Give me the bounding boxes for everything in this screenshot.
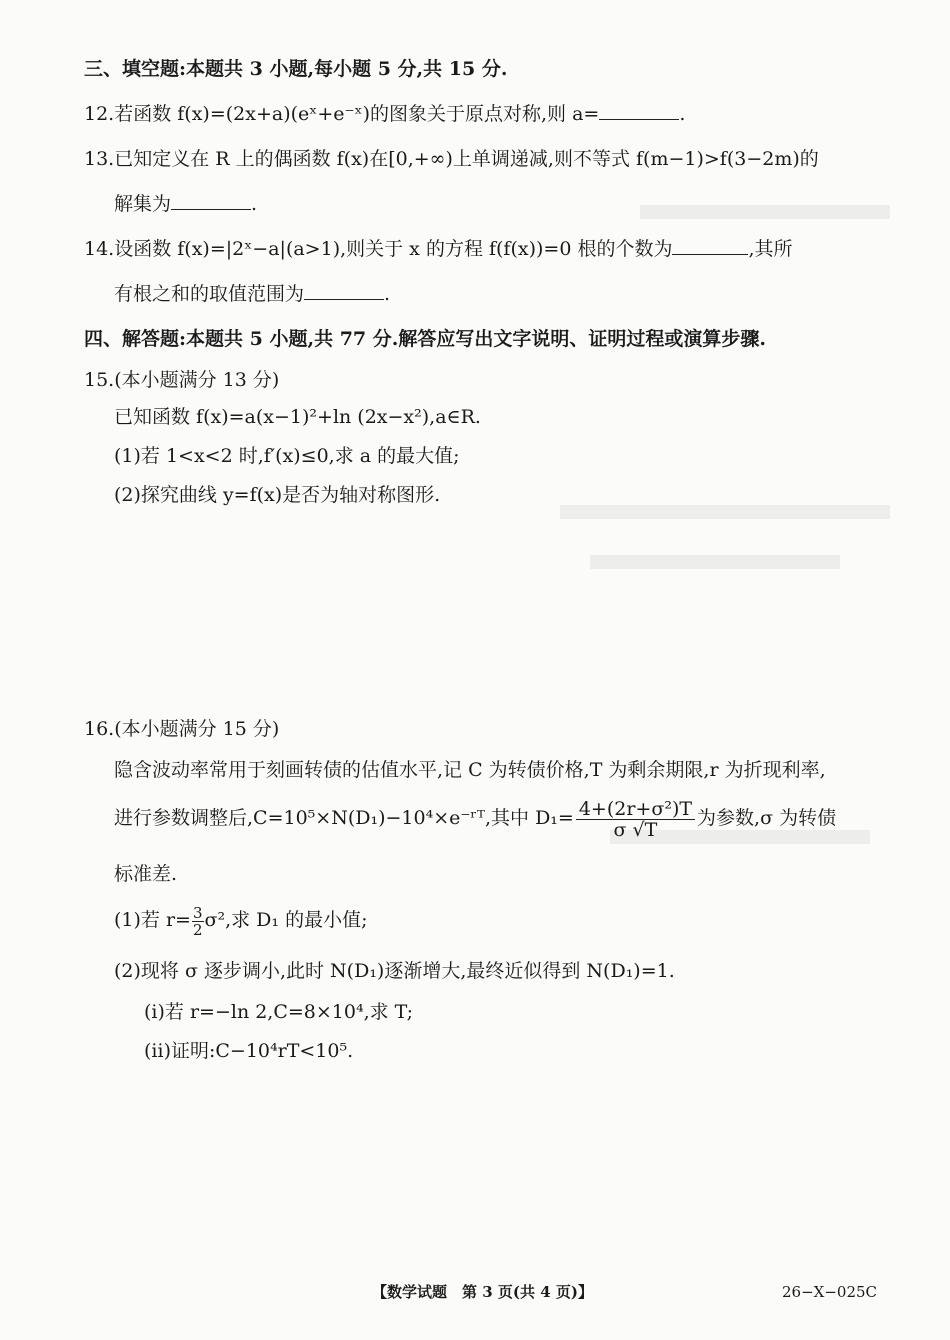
section-4-heading: 四、解答题:本题共 5 小题,共 77 分.解答应写出文字说明、证明过程或演算步骤. — [84, 328, 766, 350]
question-number: 15. — [84, 369, 115, 391]
question-text: 设函数 f(x)=|2ˣ−a|(a>1),则关于 x 的方程 f(f(x))=0 根的个数为 — [114, 238, 673, 260]
bleed-through-mark — [560, 505, 890, 519]
score-note: (本小题满分 13 分) — [114, 369, 280, 391]
sqrt-term: σ √T — [613, 818, 658, 841]
question-13-cont: 解集为 . — [114, 193, 258, 215]
page-footer-code: 26−X−025C — [782, 1283, 878, 1301]
question-14-cont: 有根之和的取值范围为 . — [114, 283, 391, 305]
question-number: 16. — [84, 718, 115, 740]
question-16-part-2: (2)现将 σ 逐步调小,此时 N(D₁)逐渐增大,最终近似得到 N(D₁)=1. — [114, 960, 675, 982]
section-3-heading: 三、填空题:本题共 3 小题,每小题 5 分,共 15 分. — [84, 58, 508, 80]
question-16-part-1: (1)若 r= $\frac{3}{2}$ σ²,求 D₁ 的最小值; — [114, 903, 368, 939]
question-15-part-2: (2)探究曲线 y=f(x)是否为轴对称图形. — [114, 484, 441, 506]
three-halves-fraction: $\frac{3}{2}$ — [192, 903, 203, 939]
question-number: 13. — [84, 148, 115, 170]
page-footer-title: 【数学试题 第 3 页(共 4 页)】 — [372, 1283, 593, 1301]
question-16-line-1: 隐含波动率常用于刻画转债的估值水平,记 C 为转债价格,T 为剩余期限,r 为折现利率, — [114, 759, 826, 781]
question-15-given: 已知函数 f(x)=a(x−1)²+ln (2x−x²),a∈R. — [114, 406, 481, 428]
answer-blank — [599, 101, 679, 120]
question-15-part-1: (1)若 1<x<2 时,f′(x)≤0,求 a 的最大值; — [114, 445, 460, 467]
answer-blank — [304, 281, 384, 300]
question-15-header — [84, 367, 279, 393]
question-text: 若函数 f(x)=(2x+a)(eˣ+e⁻ˣ)的图象关于原点对称,则 a= — [114, 103, 600, 125]
question-number: 14. — [84, 238, 115, 260]
question-number: 12. — [84, 103, 115, 125]
score-note: (本小题满分 15 分) — [114, 718, 280, 740]
d1-fraction: $\frac{\text{4+(2r+σ²)T}}{\sigma √T}$ — [576, 799, 695, 840]
question-14: 14.设函数 f(x)=|2ˣ−a|(a>1),则关于 x 的方程 f(f(x))=0 根的个数为 ,其所 — [84, 238, 793, 260]
bleed-through-mark — [640, 205, 890, 219]
question-12: 12.若函数 f(x)=(2x+a)(eˣ+e⁻ˣ)的图象关于原点对称,则 a= . — [84, 103, 686, 125]
answer-blank — [171, 191, 251, 210]
question-16-line-3: 标准差. — [114, 863, 178, 885]
question-16-part-2-ii: (ⅱ)证明:C−10⁴rT<10⁵. — [144, 1040, 354, 1062]
question-16-line-2: 进行参数调整后,C=10⁵×N(D₁)−10⁴×e⁻ʳᵀ,其中 D₁= $\frac{\text{4+(2r+σ²)T}}{\sigma √T}$ 为参数,σ 为转债 — [114, 797, 837, 841]
answer-blank — [672, 236, 748, 255]
bleed-through-mark — [590, 555, 840, 569]
question-text: 已知定义在 R 上的偶函数 f(x)在[0,+∞)上单调递减,则不等式 f(m−1)>f(3−2m)的 — [114, 148, 819, 170]
question-16-header — [84, 716, 279, 742]
question-13 — [84, 146, 819, 172]
question-16-part-2-i: (ⅰ)若 r=−ln 2,C=8×10⁴,求 T; — [144, 1001, 414, 1023]
